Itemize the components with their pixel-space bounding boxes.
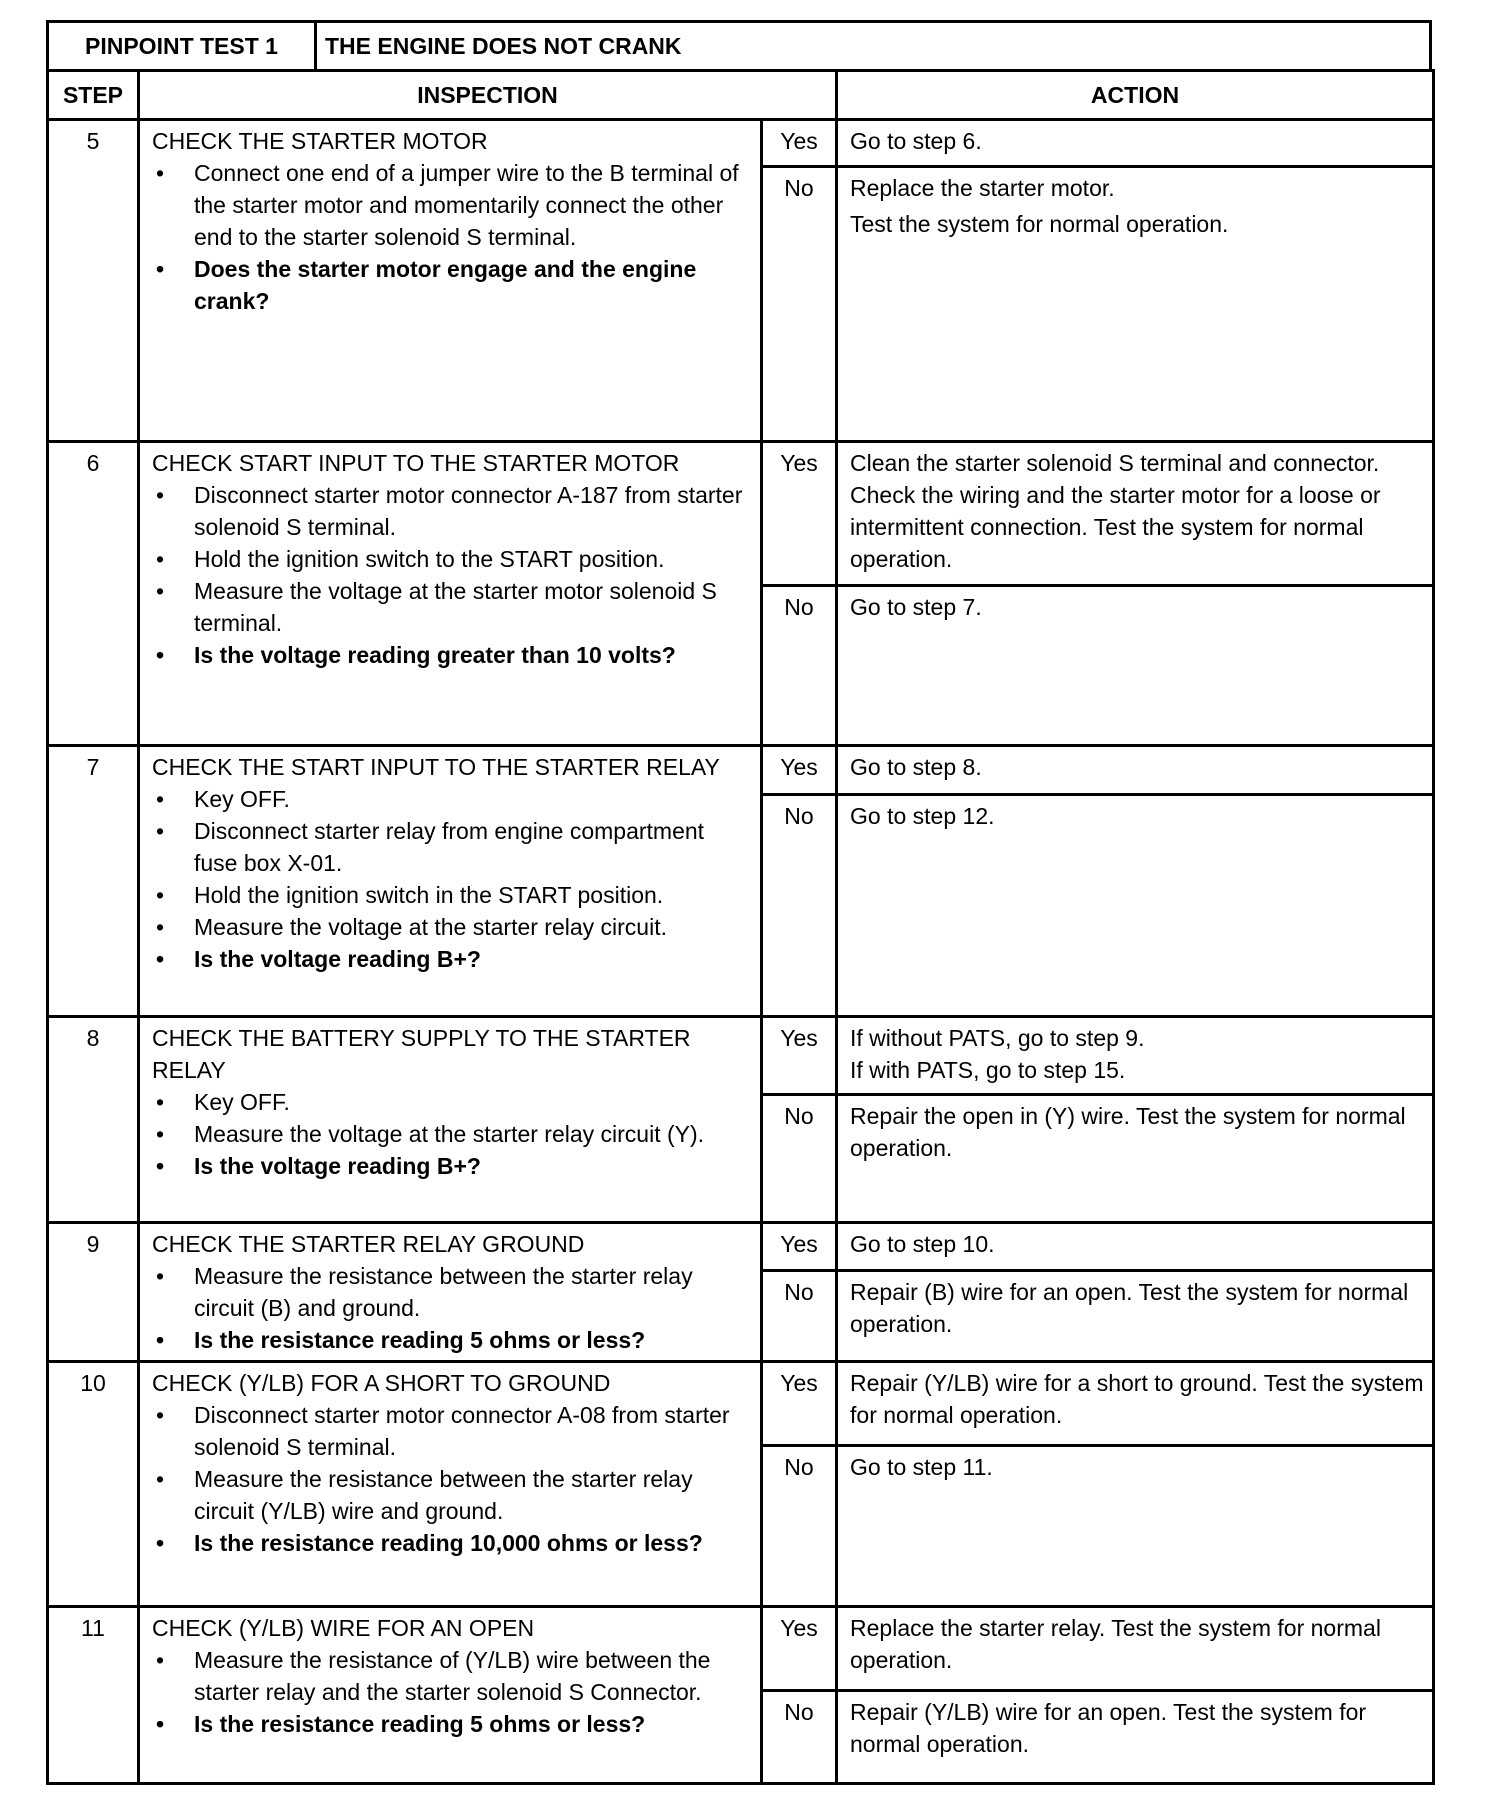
yes-action xyxy=(837,1362,1434,1446)
step-number: 7 xyxy=(48,746,139,1017)
inspection-cell xyxy=(139,120,762,442)
inspection-bullets xyxy=(152,783,752,975)
yes-label: Yes xyxy=(762,442,837,586)
step-number: 9 xyxy=(48,1223,139,1362)
test-title: THE ENGINE DOES NOT CRANK xyxy=(316,22,1431,71)
inspection-bullet: • Measure the resistance between the starter relay circuit (B) and ground. xyxy=(152,1260,752,1324)
no_action-text: Go to step 11. xyxy=(850,1454,993,1480)
no-label: No xyxy=(762,167,837,442)
no_action-text: Test the system for normal operation. xyxy=(850,211,1229,237)
column-header-inspection: INSPECTION xyxy=(139,71,837,120)
yes-action xyxy=(837,746,1434,795)
inspection-cell xyxy=(139,1362,762,1607)
inspection-bullet: • Key OFF. xyxy=(152,783,752,815)
no-action xyxy=(837,167,1434,442)
column-header-action: ACTION xyxy=(837,71,1434,120)
step-row-5 xyxy=(48,120,1434,167)
step-number: 6 xyxy=(48,442,139,746)
yes-label: Yes xyxy=(762,120,837,167)
inspection-bullet: • Hold the ignition switch in the START position. xyxy=(152,879,752,911)
inspection-bullet: • Disconnect starter motor connector A-187 from starter solenoid S terminal. xyxy=(152,479,752,543)
yes-label: Yes xyxy=(762,1607,837,1691)
step-row-9 xyxy=(48,1223,1434,1271)
inspection-title: CHECK START INPUT TO THE STARTER MOTOR xyxy=(152,450,680,476)
yes_action-text: Go to step 6. xyxy=(850,128,982,154)
inspection-bullet: • Measure the resistance of (Y/LB) wire between the starter relay and the starter solenoid S Connector. xyxy=(152,1644,752,1708)
no-action xyxy=(837,1271,1434,1362)
inspection-bullet: • Is the resistance reading 5 ohms or less? xyxy=(152,1708,752,1740)
no-label: No xyxy=(762,1446,837,1607)
test-header xyxy=(46,20,1432,72)
no_action-text: Go to step 7. xyxy=(850,594,982,620)
step-row-8 xyxy=(48,1017,1434,1095)
yes-action xyxy=(837,1017,1434,1095)
inspection-bullet: • Is the voltage reading B+? xyxy=(152,1150,752,1182)
step-row-10 xyxy=(48,1362,1434,1446)
inspection-bullet: • Connect one end of a jumper wire to the B terminal of the starter motor and momentarily connect the other end to the starter solenoid S terminal. xyxy=(152,157,752,253)
inspection-title: CHECK THE STARTER MOTOR xyxy=(152,128,488,154)
pinpoint-test-table xyxy=(46,69,1435,1785)
yes_action-text: If without PATS, go to step 9. If with PATS, go to step 15. xyxy=(850,1025,1145,1083)
inspection-bullet: • Measure the voltage at the starter relay circuit. xyxy=(152,911,752,943)
inspection-bullet: • Is the voltage reading greater than 10 volts? xyxy=(152,639,752,671)
inspection-bullet: • Hold the ignition switch to the START position. xyxy=(152,543,752,575)
column-header-step: STEP xyxy=(48,71,139,120)
yes_action-text: Clean the starter solenoid S terminal and connector. Check the wiring and the starter motor for a loose or intermittent connection. Test the system for normal operation. xyxy=(850,450,1381,572)
no_action-text: Repair the open in (Y) wire. Test the system for normal operation. xyxy=(850,1103,1406,1161)
no-label: No xyxy=(762,1095,837,1223)
no-label: No xyxy=(762,586,837,746)
step-number: 5 xyxy=(48,120,139,442)
inspection-title: CHECK THE START INPUT TO THE STARTER RELAY xyxy=(152,754,720,780)
no-action xyxy=(837,586,1434,746)
step-row-6 xyxy=(48,442,1434,586)
inspection-bullet: • Is the resistance reading 10,000 ohms or less? xyxy=(152,1527,752,1559)
yes-action xyxy=(837,442,1434,586)
yes-action xyxy=(837,1223,1434,1271)
no-label: No xyxy=(762,1271,837,1362)
yes_action-text: Replace the starter relay. Test the system for normal operation. xyxy=(850,1615,1381,1673)
inspection-bullets xyxy=(152,1260,752,1356)
step-number: 11 xyxy=(48,1607,139,1784)
no-action xyxy=(837,1446,1434,1607)
inspection-bullet: • Measure the voltage at the starter relay circuit (Y). xyxy=(152,1118,752,1150)
inspection-bullet: • Does the starter motor engage and the engine crank? xyxy=(152,253,752,317)
inspection-bullets xyxy=(152,157,752,317)
no-label: No xyxy=(762,1691,837,1784)
inspection-bullet: • Measure the voltage at the starter motor solenoid S terminal. xyxy=(152,575,752,639)
no-action xyxy=(837,1691,1434,1784)
yes-action xyxy=(837,120,1434,167)
inspection-title: CHECK THE BATTERY SUPPLY TO THE STARTER RELAY xyxy=(152,1025,691,1083)
inspection-bullet: • Key OFF. xyxy=(152,1086,752,1118)
no-action xyxy=(837,795,1434,1017)
inspection-cell xyxy=(139,746,762,1017)
no_action-text: Repair (Y/LB) wire for an open. Test the system for normal operation. xyxy=(850,1699,1367,1757)
inspection-title: CHECK THE STARTER RELAY GROUND xyxy=(152,1231,585,1257)
step-number: 8 xyxy=(48,1017,139,1223)
test-header-row xyxy=(48,22,1431,71)
step-row-11 xyxy=(48,1607,1434,1691)
inspection-cell xyxy=(139,1607,762,1784)
test-label: PINPOINT TEST 1 xyxy=(48,22,316,71)
no_action-text: Repair (B) wire for an open. Test the system for normal operation. xyxy=(850,1279,1409,1337)
step-row-7 xyxy=(48,746,1434,795)
yes_action-text: Go to step 10. xyxy=(850,1231,995,1257)
inspection-bullet: • Disconnect starter relay from engine compartment fuse box X-01. xyxy=(152,815,752,879)
inspection-cell xyxy=(139,442,762,746)
yes_action-text: Go to step 8. xyxy=(850,754,982,780)
yes-label: Yes xyxy=(762,1362,837,1446)
yes-label: Yes xyxy=(762,1017,837,1095)
inspection-title: CHECK (Y/LB) WIRE FOR AN OPEN xyxy=(152,1615,535,1641)
step-number: 10 xyxy=(48,1362,139,1607)
inspection-bullets xyxy=(152,479,752,671)
yes-label: Yes xyxy=(762,1223,837,1271)
yes_action-text: Repair (Y/LB) wire for a short to ground. Test the system for normal operation. xyxy=(850,1370,1424,1428)
inspection-title: CHECK (Y/LB) FOR A SHORT TO GROUND xyxy=(152,1370,611,1396)
inspection-bullet: • Disconnect starter motor connector A-08 from starter solenoid S terminal. xyxy=(152,1399,752,1463)
yes-label: Yes xyxy=(762,746,837,795)
no_action-text: Replace the starter motor. xyxy=(850,175,1115,201)
inspection-bullet: • Measure the resistance between the starter relay circuit (Y/LB) wire and ground. xyxy=(152,1463,752,1527)
inspection-cell xyxy=(139,1223,762,1362)
inspection-cell xyxy=(139,1017,762,1223)
inspection-bullets xyxy=(152,1399,752,1559)
no_action-text: Go to step 12. xyxy=(850,803,995,829)
yes-action xyxy=(837,1607,1434,1691)
inspection-bullets xyxy=(152,1644,752,1740)
inspection-bullet: • Is the voltage reading B+? xyxy=(152,943,752,975)
column-header-row xyxy=(48,71,1434,120)
no-action xyxy=(837,1095,1434,1223)
no-label: No xyxy=(762,795,837,1017)
inspection-bullets xyxy=(152,1086,752,1182)
inspection-bullet: • Is the resistance reading 5 ohms or less? xyxy=(152,1324,752,1356)
